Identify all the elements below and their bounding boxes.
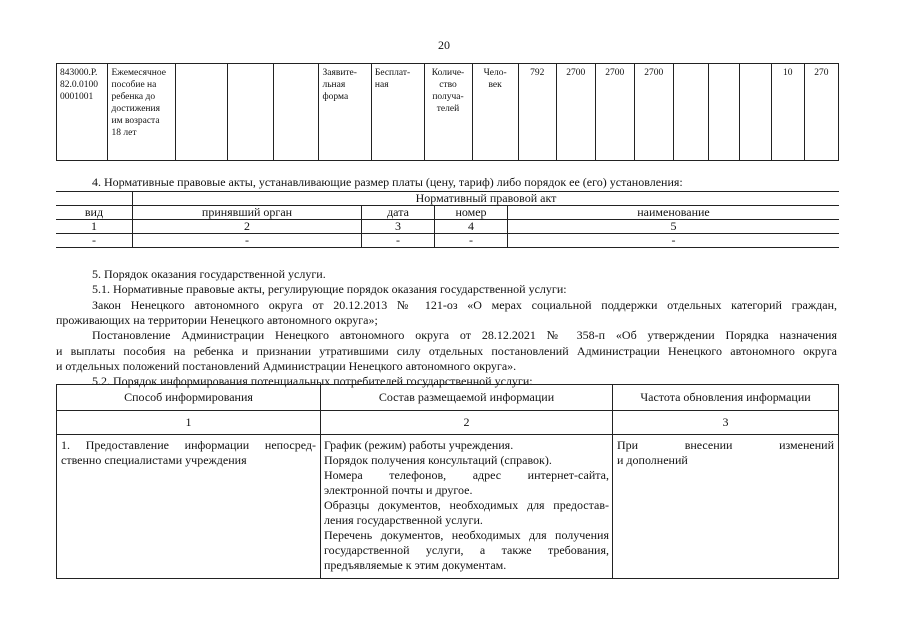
frequency-cell: При внесении изменений и дополнений (613, 435, 839, 579)
form-cell: Заявите- льная форма (319, 64, 371, 161)
table-row (57, 64, 839, 161)
okei-cell: 792 (518, 64, 556, 161)
header-frequency: Частота обновления информации (613, 385, 839, 411)
table-caption: Нормативный правовой акт (133, 192, 840, 206)
percent-cell: 10 (771, 64, 804, 161)
header-contents: Состав размещаемой информации (321, 385, 613, 411)
header-method: Способ информирования (57, 385, 321, 411)
table-row (57, 385, 839, 411)
table-row: вид принявший орган дата номер наименование (56, 206, 839, 220)
method-cell: 1. Предоставление информации непосред- ственно специалистами учреждения (57, 435, 321, 579)
decree-line-2: и выплаты пособия на ребенка и признании утратившими силу отдельных постановлений Администрации Ненецкого автономного округа (56, 344, 837, 358)
table-row (57, 435, 839, 579)
value-cell: 2700 (556, 64, 595, 161)
value-cell: 2700 (634, 64, 673, 161)
empty-cell (227, 64, 273, 161)
section4-heading: 4. Нормативные правовые акты, устанавливающие размер платы (цену, тариф) либо порядок ее (его) установления: (92, 175, 683, 189)
table-row: 1 2 3 4 5 (56, 220, 839, 234)
empty-cell (709, 64, 740, 161)
law-line-1: Закон Ненецкого автономного округа от 20.12.2013 № 121-оз «О мерах социальной поддержки отдельных категорий граждан, (92, 298, 837, 312)
decree-line-1: Постановление Администрации Ненецкого автономного округа от 28.12.2021 № 358-п «Об утверждении Порядка назначения (92, 328, 837, 342)
service-name-cell: Ежемесячное пособие на ребенка до достижения им возраста 18 лет (108, 64, 176, 161)
page-number: 20 (438, 38, 450, 52)
empty-cell (740, 64, 771, 161)
service-code-cell: 843000.Р. 82.0.0100 0001001 (57, 64, 108, 161)
indicator-cell: Количе- ство получа- телей (424, 64, 472, 161)
payment-cell: Бесплат- ная (371, 64, 424, 161)
unit-cell: Чело- век (472, 64, 518, 161)
decree-line-3: и отдельных положений постановлений Администрации Ненецкого автономного округа». (56, 359, 517, 373)
empty-cell (673, 64, 708, 161)
empty-cell (176, 64, 228, 161)
table-row (56, 192, 839, 206)
law-line-2: проживающих на территории Ненецкого автономного округа»; (56, 313, 378, 327)
table-row: 1 2 3 (57, 411, 839, 435)
contents-cell: График (режим) работы учреждения. Порядок получения консультаций (справок). Номера телефонов, адрес интернет-сайта, электронной почты и другое. Образцы документов, необходимых для предостав- ления государственной услуги. Перечень документов, необходимых для получения государственной услуги, а также требования, предъявляемые к этим документам. (321, 435, 613, 579)
section5-heading: 5. Порядок оказания государственной услуги. (92, 267, 326, 281)
service-table (56, 63, 839, 161)
legal-acts-table (56, 191, 839, 248)
section5-2-heading: 5.2. Порядок информирования потенциальных потребителей государственной услуги: (92, 374, 533, 388)
value-cell: 2700 (595, 64, 634, 161)
section5-1-heading: 5.1. Нормативные правовые акты, регулирующие порядок оказания государственной услуги: (92, 282, 567, 296)
empty-cell (273, 64, 319, 161)
informing-table (56, 384, 839, 579)
table-row: - - - - - (56, 234, 839, 248)
total-cell: 270 (804, 64, 838, 161)
